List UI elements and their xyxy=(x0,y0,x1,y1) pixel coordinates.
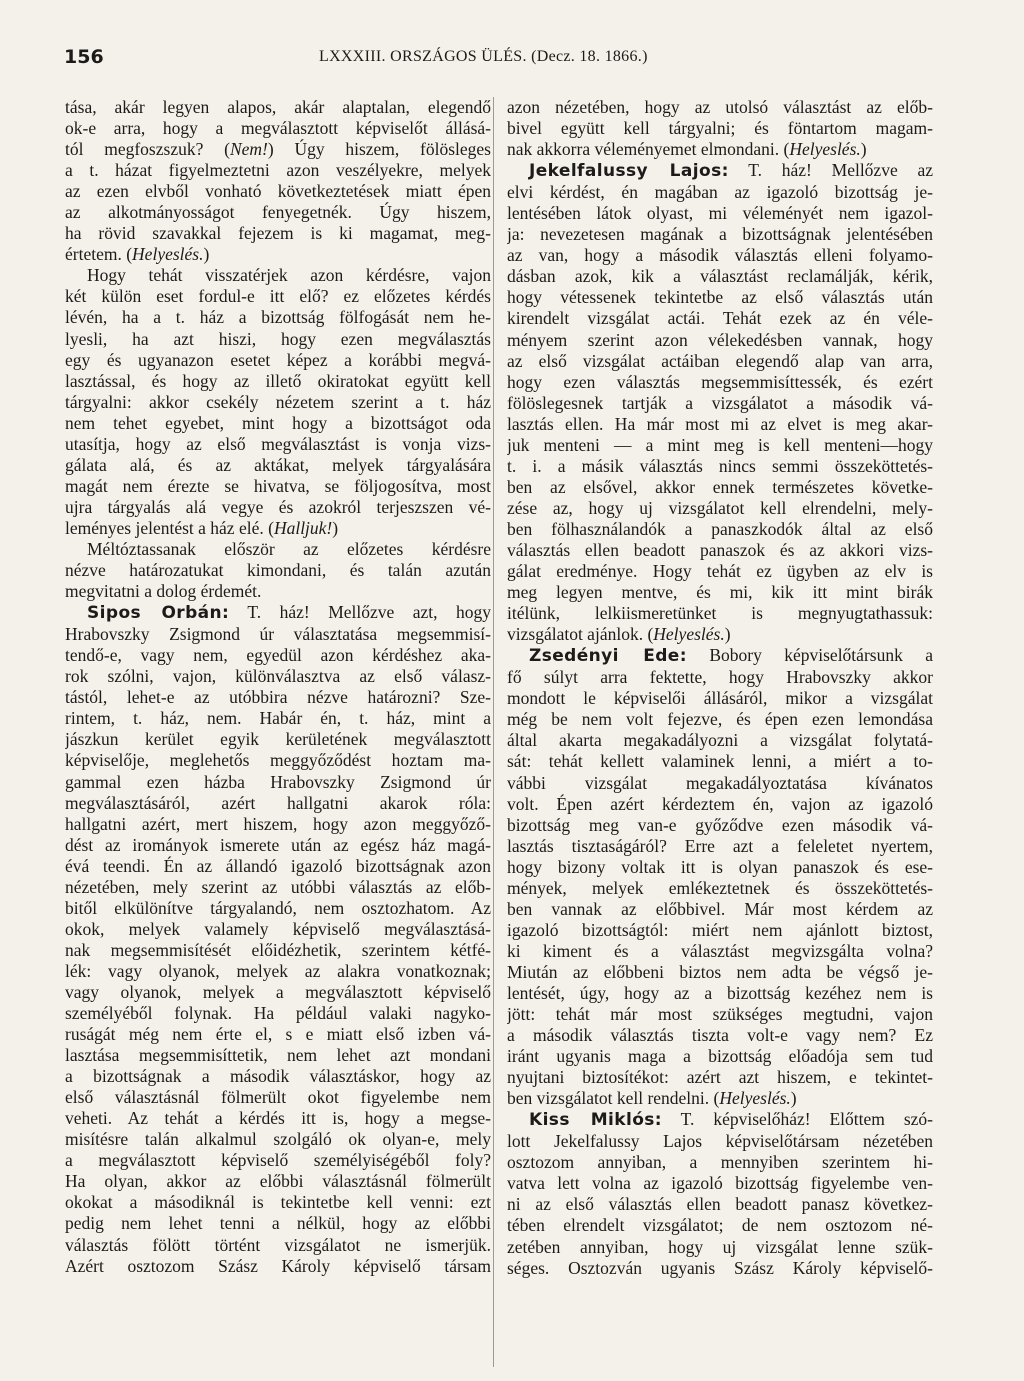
line-text: hallgatni azért, mert hiszem, hogy azon meggyőző- xyxy=(65,813,491,834)
text-line xyxy=(507,519,933,540)
line-text: évá teendi. Én az állandó igazoló bizottságnak azon xyxy=(65,855,491,876)
text-line xyxy=(507,1067,933,1088)
line-text: okokat a másodiknál is tekintetbe kell venni: ezt xyxy=(65,1192,491,1213)
line-text: Miután az előbbeni biztos nem adta be végső je- xyxy=(507,961,933,982)
text-line xyxy=(65,687,491,708)
line-text: értetem. (Helyeslés.) xyxy=(65,244,210,265)
line-text: ni az első választás ellen beadott panasz következ- xyxy=(507,1194,933,1215)
line-text: séges. Osztozván ugyanis Szász Károly képviselő- xyxy=(507,1257,933,1278)
text-line xyxy=(507,709,933,730)
line-text: lasztással, és hogy az illető okiratokat együtt kell xyxy=(65,370,491,391)
text-line xyxy=(507,815,933,836)
text-line xyxy=(507,266,933,287)
line-text: hogy bizony voltak itt is olyan panaszok és ese- xyxy=(507,856,933,877)
text-line xyxy=(507,224,933,245)
interjection: Helyeslés. xyxy=(132,244,204,265)
text-line xyxy=(507,857,933,878)
line-text: megválasztásáról, azért hallgatni akarok róla: xyxy=(65,792,491,813)
text-line xyxy=(65,560,491,581)
text-line xyxy=(65,392,491,413)
text-line xyxy=(507,941,933,962)
line-text: nézetében, mely szerint az utóbbi választás az előb- xyxy=(65,876,491,897)
text-line xyxy=(507,1237,933,1258)
line-text: ok-e arra, hogy a megválasztott képviselőt állásá- xyxy=(65,118,491,139)
line-text: elvi kérdést, én magában az igazoló bizottság je- xyxy=(507,182,933,203)
text-line xyxy=(65,772,491,793)
line-text: tástól, lehet-e az utóbbira nézve határozni? Sze- xyxy=(65,687,491,708)
text-line xyxy=(507,1173,933,1194)
line-text: dásban azok, kik a választást reclamálják, kérik, xyxy=(507,266,933,287)
text-line xyxy=(507,182,933,203)
line-text: ujra tárgyalás alá vegye és azokról terjeszszen vé- xyxy=(65,496,491,517)
text-line xyxy=(507,1152,933,1173)
line-text: tében elrendelt vizsgálatot; de nem osztozom né- xyxy=(507,1215,933,1236)
line-text: dést az irományok ismerete után az egész ház magá- xyxy=(65,834,491,855)
line-text: lyesli, ha azt hiszi, hogy ezen megválasztás xyxy=(65,328,491,349)
text-line xyxy=(507,1258,933,1279)
text-line xyxy=(65,1024,491,1045)
text-line xyxy=(65,666,491,687)
text-line xyxy=(507,561,933,582)
text-line xyxy=(65,97,491,118)
line-text: lék: vagy olyanok, melyek az alakra vonatkoznak; xyxy=(65,960,491,981)
text-line xyxy=(65,940,491,961)
left-column xyxy=(65,97,491,1277)
line-text: Bobory képviselőtársunk a xyxy=(709,645,933,666)
text-line xyxy=(65,1235,491,1256)
text-line xyxy=(65,919,491,940)
line-text: ruságát még nem érte el, s e miatt első izben vá- xyxy=(65,1024,491,1045)
text-line xyxy=(65,1256,491,1277)
text-line xyxy=(507,435,933,456)
line-text: ja: nevezetesen magának a bizottságnak jelentésében xyxy=(507,224,933,245)
text-line xyxy=(65,835,491,856)
text-line xyxy=(65,1171,491,1192)
line-text: az van, hogy a második választás elleni folyamo- xyxy=(507,245,933,266)
text-line xyxy=(65,1003,491,1024)
text-line xyxy=(507,1215,933,1236)
line-text: az ezen elvből vonható következtetések miatt épen xyxy=(65,181,491,202)
text-line xyxy=(507,962,933,983)
line-text: pedig nem lehet tenni a nélkül, hogy az előbbi xyxy=(65,1213,491,1234)
line-text: igazoló bizottságtól: miért nem ajánlott biztost, xyxy=(507,919,933,940)
text-line xyxy=(65,286,491,307)
text-line xyxy=(65,961,491,982)
line-text: T. képviselőház! Előttem szó- xyxy=(680,1109,933,1130)
text-line xyxy=(507,836,933,857)
text-line xyxy=(507,667,933,688)
line-text: a második választás tiszta volt-e vagy nem? Ez xyxy=(507,1025,933,1046)
line-text: bizottság meg van-e győződve ezen második vá- xyxy=(507,814,933,835)
text-line xyxy=(65,329,491,350)
text-line xyxy=(65,139,491,160)
line-text: ki kiment és a választást megvizsgálta volna? xyxy=(507,940,933,961)
line-text: két külön eset fordul-e itt elő? ez előzetes kérdés xyxy=(65,286,491,307)
line-text: zetében annyiban, hogy uj vizsgálat lenne szük- xyxy=(507,1236,933,1257)
line-text: vábbi vizsgálat megakadályoztatása kívánatos xyxy=(507,772,933,793)
text-line xyxy=(65,434,491,455)
line-text: lasztása megsemmisíttetik, nem lehet azt mondani xyxy=(65,1045,491,1066)
text-line xyxy=(65,1087,491,1108)
line-text: az első vizsgálat actáiban elegendő alap van arra, xyxy=(507,350,933,371)
line-text: nak megsemmisítését előidézhetik, szerintem kétfé- xyxy=(65,939,491,960)
text-line xyxy=(65,455,491,476)
text-line xyxy=(65,1213,491,1234)
line-text: tárgyalni: akkor csekély nézetem szerint a t. ház xyxy=(65,391,491,412)
line-text: magát nem érezte se hivatva, se följogosítva, most xyxy=(65,475,491,496)
line-text: fölöslegesnek tartják a vizsgálatot a második vá- xyxy=(507,392,933,413)
line-text: tól megfoszszuk? (Nem!) Úgy hiszem, fölösleges xyxy=(65,139,491,160)
text-line xyxy=(507,414,933,435)
running-title: LXXXIII. ORSZÁGOS ÜLÉS. (Decz. 18. 1866.) xyxy=(319,48,648,65)
text-line xyxy=(65,118,491,139)
text-line xyxy=(65,1150,491,1171)
line-text: kirendelt vizsgálat actái. Tehát ezek az én véle- xyxy=(507,308,933,329)
text-line xyxy=(507,730,933,751)
line-text: meg legyen mentve, és mi, kik itt mint birák xyxy=(507,582,933,603)
text-line xyxy=(65,982,491,1003)
line-text: gammal ezen házba Hrabovszky Zsigmond úr xyxy=(65,771,491,792)
line-text: vizsgálatot ajánlok. (Helyeslés.) xyxy=(507,624,731,645)
line-text: nyujtani biztosítékot: azért azt hiszem, e tekintet- xyxy=(507,1067,933,1088)
text-line xyxy=(507,1194,933,1215)
line-text: veheti. Az tehát a kérdés itt is, hogy a megse- xyxy=(65,1108,491,1129)
page-header xyxy=(64,46,964,74)
line-text: tendő-e, vagy nem, egyedül azon kérdéshez aka- xyxy=(65,645,491,666)
text-line xyxy=(65,160,491,181)
line-text: gálat eredménye. Hogy tehát ez ügyben az elv is xyxy=(507,561,933,582)
line-text: személyéből folynak. Ha például valaki nagyko- xyxy=(65,1003,491,1024)
text-line xyxy=(65,497,491,518)
line-text: lentésében látok olyast, mi véleményét nem igazol- xyxy=(507,203,933,224)
line-text: Hrabovszky Zsigmond úr választatása megsemmisí- xyxy=(65,624,491,645)
text-line xyxy=(65,371,491,392)
text-line xyxy=(507,372,933,393)
text-line xyxy=(65,539,491,560)
text-line xyxy=(507,899,933,920)
line-text: a bizottságnak a második választáskor, hogy az xyxy=(65,1066,491,1087)
text-line xyxy=(65,202,491,223)
text-line xyxy=(65,350,491,371)
text-line xyxy=(507,540,933,561)
text-line xyxy=(507,688,933,709)
text-line xyxy=(65,624,491,645)
text-line xyxy=(65,856,491,877)
text-line xyxy=(507,160,933,182)
line-text: képviselője, meglehetős meggyőződést hoztam ma- xyxy=(65,750,491,771)
text-line xyxy=(507,773,933,794)
speaker-name: Kiss Miklós: xyxy=(529,1110,663,1131)
text-line xyxy=(507,203,933,224)
line-text: lentését, úgy, hogy az a bizottság kezéhez nem is xyxy=(507,982,933,1003)
text-line xyxy=(65,413,491,434)
text-line xyxy=(65,898,491,919)
interjection: Helyeslés. xyxy=(719,1088,791,1109)
line-text: lott Jekelfalussy Lajos képviselőtársam nézetében xyxy=(507,1131,933,1152)
text-line xyxy=(507,477,933,498)
text-line xyxy=(507,498,933,519)
line-text: itélünk, lelkiismeretünket is megnyugtathassuk: xyxy=(507,603,933,624)
line-text: nézve határozatukat kimondani, és talán azután xyxy=(65,560,491,581)
line-text: T. ház! Mellőzve azt, hogy xyxy=(247,602,491,623)
text-line xyxy=(65,244,491,265)
text-line xyxy=(507,1109,933,1131)
text-line xyxy=(65,1129,491,1150)
text-line xyxy=(507,245,933,266)
line-text: megvitatni a dolog érdemét. xyxy=(65,581,262,602)
text-line xyxy=(65,518,491,539)
line-text: sát: tehát kellett valaminek lenni, a miért a to- xyxy=(507,751,933,772)
line-text: T. ház! Mellőzve az xyxy=(748,160,933,181)
line-text: Méltóztassanak először az előzetes kérdésre xyxy=(87,538,491,559)
text-line xyxy=(65,1045,491,1066)
interjection: Helyeslés. xyxy=(789,139,861,160)
text-line xyxy=(65,602,491,624)
line-text: fő súlyt arra fektette, hogy Hrabovszky akkor xyxy=(507,667,933,688)
text-line xyxy=(507,582,933,603)
text-line xyxy=(507,603,933,624)
text-line xyxy=(65,877,491,898)
line-text: választás ellen beadott panaszok és az akkori vizs- xyxy=(507,539,933,560)
line-text: a t. házat figyelmeztetni azon veszélyekre, melyek xyxy=(65,160,491,181)
text-line xyxy=(65,1192,491,1213)
line-text: még be nem volt fejezve, és épen ezen lemondása xyxy=(507,709,933,730)
text-line xyxy=(65,581,491,602)
line-text: lasztás ellen. Ha már most mi az elvet is meg akar- xyxy=(507,413,933,434)
line-text: juk menteni — a mint meg is kell menteni—hogy xyxy=(507,434,933,455)
line-text: rok szólni, vajon, különválasztva az első válasz- xyxy=(65,666,491,687)
text-line xyxy=(507,920,933,941)
line-text: az alkotmányosságot fenyegetnék. Úgy hiszem, xyxy=(65,202,491,223)
line-text: Ha olyan, akkor az előbbi választásnál fölmerült xyxy=(65,1171,491,1192)
line-text: ben vannak az előbbivel. Már most kérdem az xyxy=(507,898,933,919)
line-text: rintem, t. ház, nem. Habár én, t. ház, mint a xyxy=(65,708,491,729)
text-line xyxy=(65,1108,491,1129)
line-text: leményes jelentést a ház elé. (Halljuk!) xyxy=(65,517,339,538)
text-line xyxy=(507,645,933,667)
line-text: azon nézetében, hogy az utolsó választást az előb- xyxy=(507,97,933,117)
line-text: ményem szerint azon vélekedésben vannak, hogy xyxy=(507,329,933,350)
line-text: a megválasztott képviselő személyiségéből foly? xyxy=(65,1150,491,1171)
column-divider xyxy=(493,97,494,1367)
text-line xyxy=(507,97,933,118)
text-line xyxy=(507,983,933,1004)
line-text: t. i. a másik választás nincs semmi összeköttetés- xyxy=(507,455,933,476)
speaker-name: Zsedényi Ede: xyxy=(529,646,687,667)
text-line xyxy=(507,1025,933,1046)
text-line xyxy=(507,287,933,308)
text-line xyxy=(507,118,933,139)
text-line xyxy=(65,265,491,286)
line-text: hogy vétessenek tekintetbe az első választás után xyxy=(507,287,933,308)
line-text: zése az, hogy uj vizsgálatot kell elrendelni, mely- xyxy=(507,497,933,518)
speaker-name: Sipos Orbán: xyxy=(87,603,230,624)
interjection: Nem! xyxy=(229,139,268,160)
line-text: ben az elsővel, akkor ennek természetes követke- xyxy=(507,476,933,497)
line-text: iránt ugyanis maga a bizottság előadója sem tud xyxy=(507,1046,933,1067)
text-line xyxy=(507,751,933,772)
line-text: vatva lett volna az igazoló bizottság figyelembe ven- xyxy=(507,1173,933,1194)
line-text: lasztás tisztaságáról? Erre azt a feleletet nyertem, xyxy=(507,835,933,856)
text-line xyxy=(65,181,491,202)
line-text: választás fölött történt vizsgálatot ne ismerjük. xyxy=(65,1234,491,1255)
text-line xyxy=(507,624,933,645)
text-line xyxy=(65,814,491,835)
text-line xyxy=(65,307,491,328)
line-text: utasítja, hogy az első megválasztást is vonja vizs- xyxy=(65,433,491,454)
text-line xyxy=(507,308,933,329)
text-line xyxy=(507,139,933,160)
text-line xyxy=(507,878,933,899)
line-text: által akarta megakadályozni a vizsgálat folytatá- xyxy=(507,730,933,751)
page-number: 156 xyxy=(64,46,104,68)
line-text: bivel együtt kell tárgyalni; és föntartom magam- xyxy=(507,118,933,139)
line-text: ha rövid szavakkal fejezem is ki magamat, meg- xyxy=(65,223,491,244)
text-line xyxy=(65,223,491,244)
line-text: volt. Épen azért kérdeztem én, vajon az igazoló xyxy=(507,793,933,814)
line-text: misítésre talán alkalmul szolgáló ok olyan-e, mely xyxy=(65,1129,491,1150)
line-text: hogy ezen választás megsemmisíttessék, és ezért xyxy=(507,371,933,392)
line-text: osztozom annyiban, a mennyiben szerintem hi- xyxy=(507,1152,933,1173)
text-line xyxy=(65,708,491,729)
line-text: gálata alá, és az aktákat, melyek tárgyalására xyxy=(65,454,491,475)
line-text: ben vizsgálatot kell rendelni. (Helyeslés.) xyxy=(507,1088,797,1109)
text-line xyxy=(65,793,491,814)
line-text: lévén, ha a t. ház a bizottság fölfogását nem he- xyxy=(65,307,491,328)
text-line xyxy=(507,330,933,351)
interjection: Helyeslés. xyxy=(653,624,725,645)
text-line xyxy=(65,476,491,497)
line-text: okok, melyek valamely képviselő megválasztásá- xyxy=(65,918,491,939)
text-line xyxy=(507,351,933,372)
line-text: jött: tehát már most szükséges megtudni, vajon xyxy=(507,1004,933,1025)
text-line xyxy=(507,456,933,477)
text-line xyxy=(65,1066,491,1087)
right-column xyxy=(507,97,933,1279)
line-text: első választásnál fölmerült okot figyelembe nem xyxy=(65,1087,491,1108)
line-text: Azért osztozom Szász Károly képviselő társam xyxy=(65,1255,491,1276)
line-text: vagy olyanok, melyek a megválasztott képviselő xyxy=(65,981,491,1002)
line-text: nem tehet egyebet, mint hogy a bizottságot oda xyxy=(65,412,491,433)
speaker-name: Jekelfalussy Lajos: xyxy=(529,161,729,182)
line-text: mények, melyek emlékeztetnek és összeköttetés- xyxy=(507,877,933,898)
text-line xyxy=(507,1046,933,1067)
text-line xyxy=(507,794,933,815)
line-text: nak akkorra véleményemet elmondani. (Helyeslés.) xyxy=(507,139,867,160)
line-text: ben fölhasználandók a panaszkodók által az első xyxy=(507,518,933,539)
line-text: jászkun kerület egyik kerületének megválasztott xyxy=(65,729,491,750)
line-text: mondott le képviselői állásáról, mikor a vizsgálat xyxy=(507,688,933,709)
text-line xyxy=(65,750,491,771)
text-line xyxy=(507,1004,933,1025)
text-line xyxy=(65,645,491,666)
line-text: tása, akár legyen alapos, akár alaptalan, elegendő xyxy=(65,97,491,117)
interjection: Halljuk! xyxy=(273,517,333,538)
text-line xyxy=(507,1131,933,1152)
text-line xyxy=(65,729,491,750)
line-text: bitől elkülönítve tárgyalandó, nem osztozhatom. Az xyxy=(65,897,491,918)
text-line xyxy=(507,393,933,414)
line-text: Hogy tehát visszatérjek azon kérdésre, vajon xyxy=(87,265,491,286)
text-line xyxy=(507,1088,933,1109)
line-text: egy és ugyanazon esetet képez a korábbi megvá- xyxy=(65,349,491,370)
